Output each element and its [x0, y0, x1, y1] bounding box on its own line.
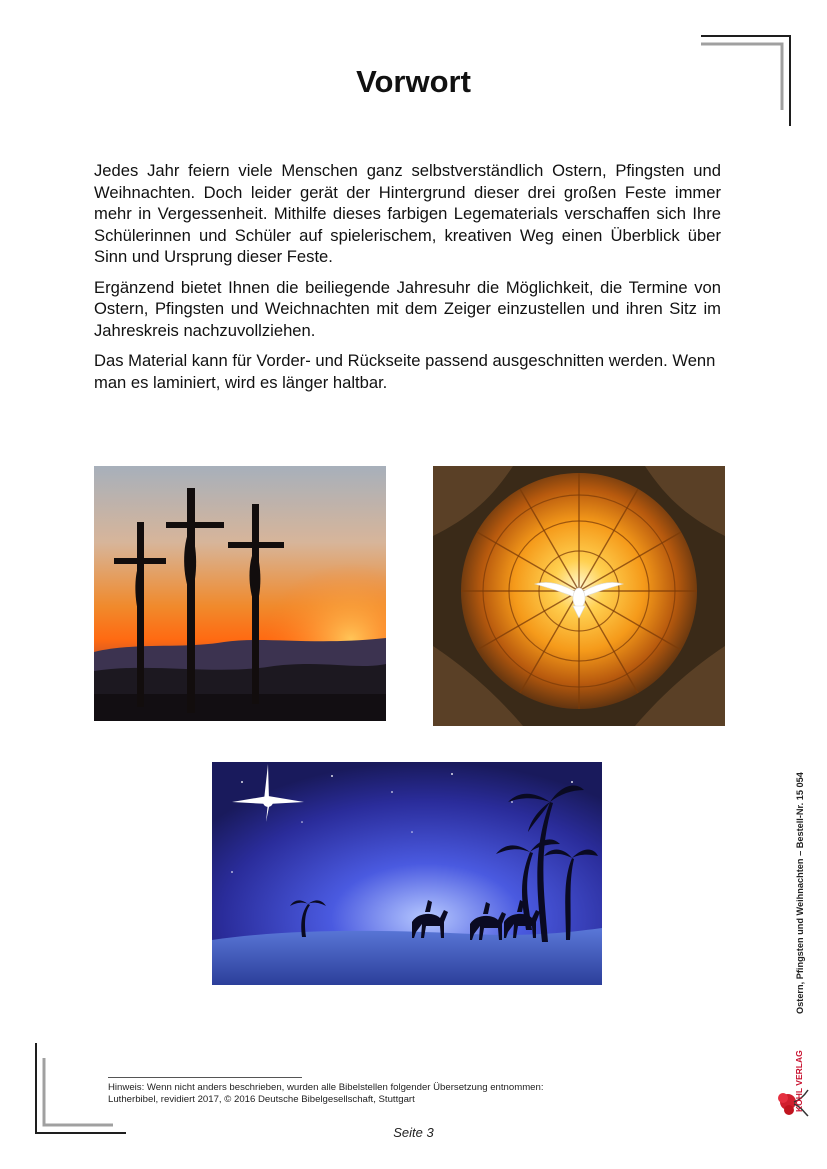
footnote — [108, 1082, 628, 1106]
publisher-name: KOHL VERLAG — [794, 1050, 804, 1112]
side-label: Ostern, Pfingsten und Weihnachten – Bestell-Nr. 15 054 — [795, 772, 805, 1014]
paragraph-2: Ergänzend bietet Ihnen die beiliegende Jahresuhr die Möglichkeit, die Termine von Ostern, Pfingsten und Weichnachten mit dem Zeiger einzustellen und ihren Sitz im Jahreskreis nachzuvollziehen. — [94, 277, 721, 340]
paragraph-1: Jedes Jahr feiern viele Menschen ganz selbstverständlich Ostern, Pfingsten und Weihnachten. Doch leider gerät der Hintergrund dieser drei großen Feste immer mehr in Vergessenheit. Mithilfe dieses farbigen Legematerials verschaffen sich Ihre Schülerinnen und Schüler auf spielerischem, kreativen Weg einen Überblick über Sinn und Ursprung dieser Feste. — [94, 161, 721, 266]
crosses-sunset-photo — [94, 466, 386, 721]
holy-spirit-window-photo — [433, 466, 725, 726]
three-kings-night-illustration — [212, 762, 602, 985]
page-number: Seite 3 — [393, 1125, 434, 1140]
paragraph-3: Das Material kann für Vorder- und Rückseite passend ausgeschnitten werden. Wenn man es laminiert, wird es länger haltbar. — [94, 351, 716, 392]
page-title: Vorwort — [356, 64, 471, 99]
preface-text — [94, 160, 721, 402]
footnote-line-1: Hinweis: Wenn nicht anders beschrieben, wurden alle Bibelstellen folgender Übersetzung entnommen: — [108, 1082, 544, 1093]
footnote-divider — [108, 1077, 302, 1078]
footnote-line-2: Lutherbibel, revidiert 2017, © 2016 Deutsche Bibelgesellschaft, Stuttgart — [108, 1094, 415, 1105]
